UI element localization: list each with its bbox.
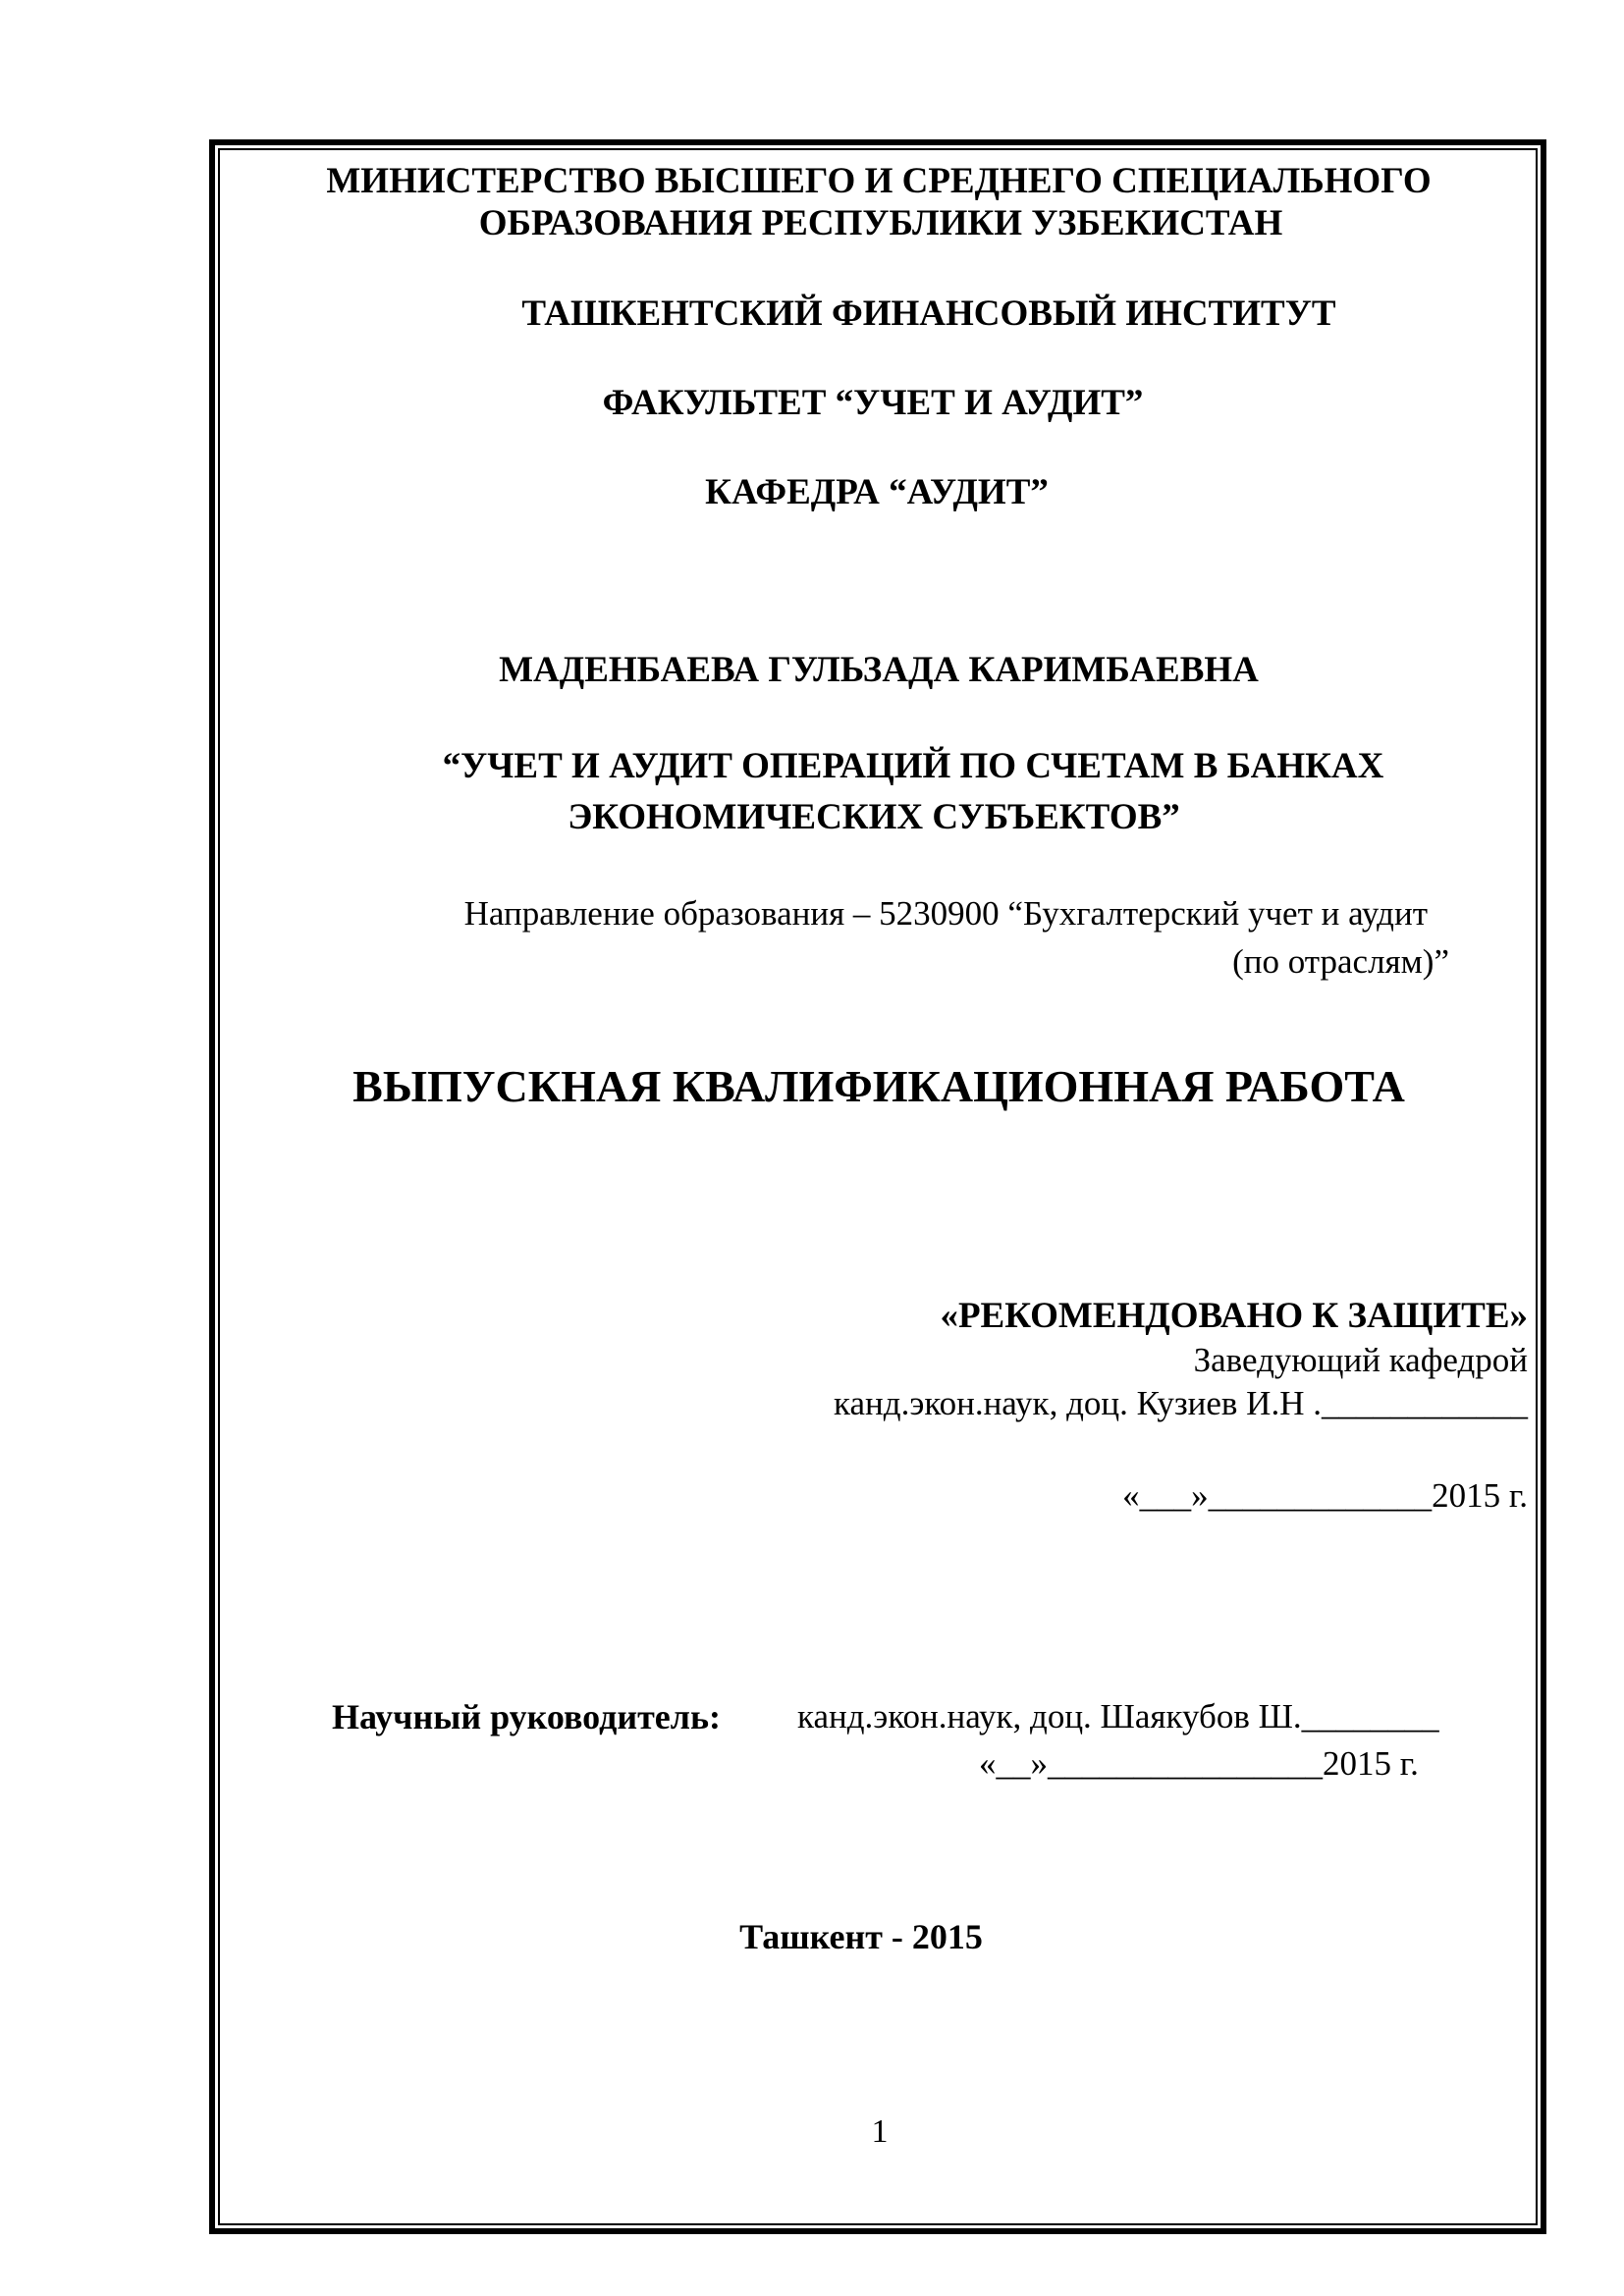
direction-line-1: Направление образования – 5230900 “Бухгалтерский учет и аудит xyxy=(463,894,1428,933)
direction-line-2: (по отраслям)” xyxy=(1232,942,1449,981)
thesis-title-line-2: ЭКОНОМИЧЕСКИХ СУБЪЕКТОВ” xyxy=(568,797,1180,837)
city-year: Ташкент - 2015 xyxy=(739,1917,983,1956)
ministry-line-1: МИНИСТЕРСТВО ВЫСШЕГО И СРЕДНЕГО СПЕЦИАЛЬНОГО xyxy=(326,161,1432,201)
supervisor-person: канд.экон.наук, доц. Шаякубов Ш.________ xyxy=(797,1697,1439,1735)
approval-date: «___»_____________2015 г. xyxy=(1122,1476,1528,1515)
supervisor-date: «__»________________2015 г. xyxy=(979,1744,1419,1783)
author-name: МАДЕНБАЕВА ГУЛЬЗАДА КАРИМБАЕВНА xyxy=(499,650,1259,690)
approval-role: Заведующий кафедрой xyxy=(1193,1341,1528,1379)
institute-name: ТАШКЕНТСКИЙ ФИНАНСОВЫЙ ИНСТИТУТ xyxy=(521,294,1336,334)
page-number: 1 xyxy=(871,2113,889,2150)
department-name: КАФЕДРА “АУДИТ” xyxy=(705,472,1049,512)
thesis-title-line-1: “УЧЕТ И АУДИТ ОПЕРАЦИЙ ПО СЧЕТАМ В БАНКАХ xyxy=(442,746,1384,786)
ministry-line-2: ОБРАЗОВАНИЯ РЕСПУБЛИКИ УЗБЕКИСТАН xyxy=(478,203,1283,243)
approval-heading: «РЕКОМЕНДОВАНО К ЗАЩИТЕ» xyxy=(940,1296,1528,1336)
faculty-name: ФАКУЛЬТЕТ “УЧЕТ И АУДИТ” xyxy=(602,383,1144,423)
page-border-inner xyxy=(218,148,1538,2225)
supervisor-label: Научный руководитель: xyxy=(332,1697,721,1736)
approval-person: канд.экон.наук, доц. Кузиев И.Н .____________ xyxy=(834,1384,1528,1422)
work-type-heading: ВЫПУСКНАЯ КВАЛИФИКАЦИОННАЯ РАБОТА xyxy=(352,1061,1405,1111)
